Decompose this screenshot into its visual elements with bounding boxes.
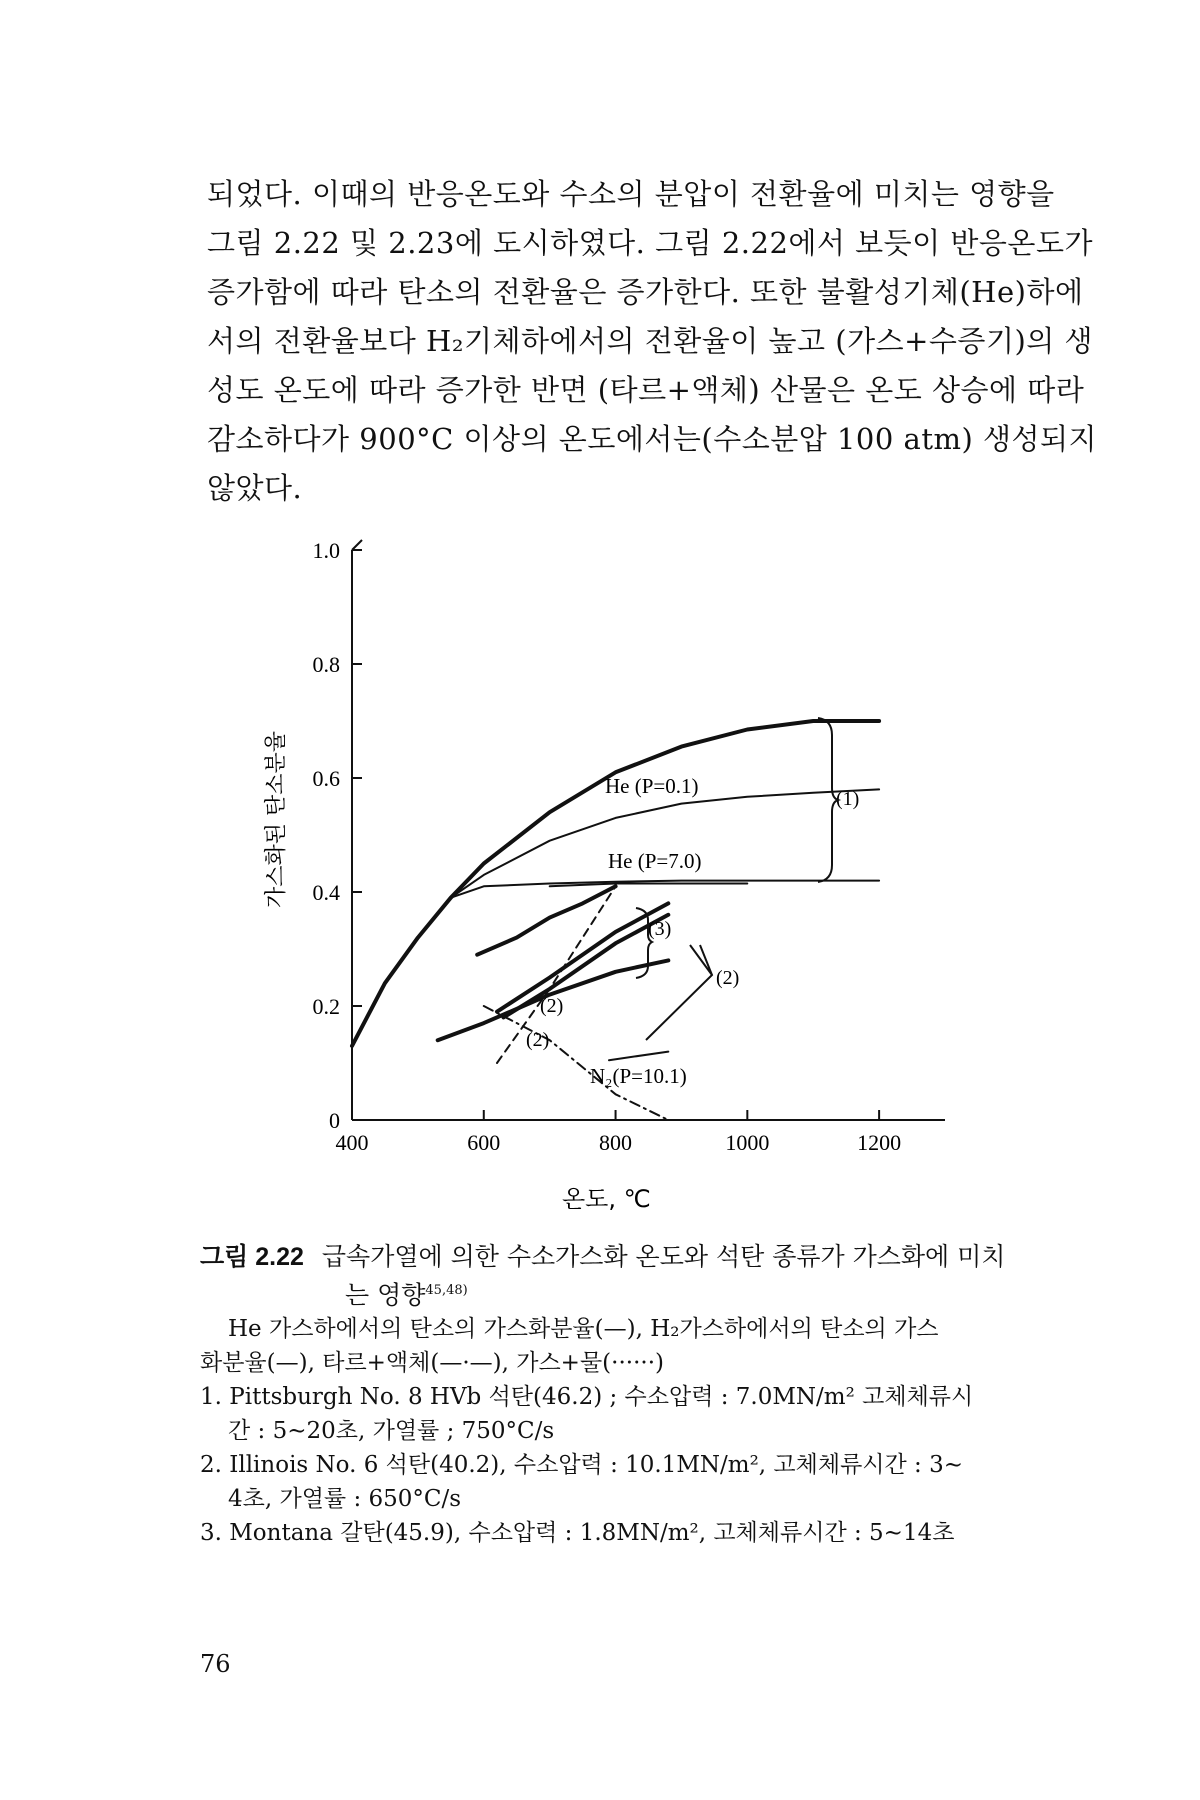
y-tick-label: 0.8 <box>312 652 340 677</box>
note-line: 2. Illinois No. 6 석탄(40.2), 수소압력 : 10.1MN/m², 고체체류시간 : 3∼ <box>200 1452 964 1478</box>
paragraph-line: 그림 2.22 및 2.23에 도시하였다. 그림 2.22에서 보듯이 반응온도가 <box>207 226 1093 260</box>
page-number: 76 <box>200 1650 231 1678</box>
caption-notes <box>200 1312 1030 1550</box>
paragraph-line: 되었다. 이때의 반응온도와 수소의 분압이 전환율에 미치는 영향을 <box>207 177 1055 211</box>
note-line: 3. Montana 갈탄(45.9), 수소압력 : 1.8MN/m², 고체체류시간 : 5∼14초 <box>200 1520 955 1546</box>
paragraph-line: 성도 온도에 따라 증가한 반면 (타르+액체) 산물은 온도 상승에 따라 <box>207 373 1085 407</box>
figure-caption <box>200 1240 1030 1312</box>
series-line-10 <box>484 1006 669 1120</box>
x-tick-label: 400 <box>335 1130 369 1155</box>
series-line-6 <box>497 903 668 1011</box>
annotation-he-p01: He (P=0.1) <box>605 774 699 798</box>
annotation-group-3: (3) <box>648 918 672 940</box>
leader-line-2 <box>646 945 712 1040</box>
x-axis-title: 온도, ℃ <box>562 1185 651 1213</box>
paragraph-line: 증가함에 따라 탄소의 전환율은 증가한다. 또한 불활성기체(He)하에 <box>207 275 1084 309</box>
annotation-group-2: (2) <box>526 1029 550 1051</box>
annotation-n2: N₂(P=10.1) <box>590 1064 687 1088</box>
y-tick-label: 0.6 <box>312 766 340 791</box>
annotation-group-2: (2) <box>716 967 740 989</box>
paragraph-line: 않았다. <box>207 471 303 505</box>
x-tick-label: 1000 <box>725 1130 770 1155</box>
caption-text: 급속가열에 의한 수소가스화 온도와 석탄 종류가 가스화에 미치 <box>321 1242 1006 1271</box>
annotation-group-1: (1) <box>836 788 860 810</box>
reference-marker: 45,48) <box>425 1283 468 1298</box>
caption-text: 는 영향 <box>345 1280 426 1310</box>
x-tick-label: 800 <box>599 1130 633 1155</box>
note-line: 4초, 가열률 : 650°C/s <box>228 1486 462 1512</box>
y-tick-label: 0.4 <box>312 880 340 905</box>
series-line-11 <box>609 1052 668 1061</box>
note-line: 간 : 5∼20초, 가열률 ; 750°C/s <box>228 1418 555 1444</box>
note-line: 화분율(—), 타르+액체(—·—), 가스+물(······) <box>200 1350 664 1376</box>
figure-number: 그림 2.22 <box>200 1243 304 1271</box>
y-axis-title: 가스화된 탄소분율 <box>264 730 289 908</box>
y-tick-label: 0.2 <box>312 994 340 1019</box>
annotation-he-p70: He (P=7.0) <box>608 849 702 873</box>
note-line: He 가스하에서의 탄소의 가스화분율(—), H₂가스하에서의 탄소의 가스 <box>228 1316 939 1342</box>
paragraph-line: 감소하다가 900°C 이상의 온도에서는(수소분압 100 atm) 생성되지 <box>207 422 1098 456</box>
x-tick-label: 1200 <box>857 1130 902 1155</box>
annotation-group-2: (2) <box>540 995 564 1017</box>
y-tick-label: 0 <box>329 1108 340 1133</box>
paragraph-line: 서의 전환율보다 H₂기체하에서의 전환율이 높고 (가스+수증기)의 생 <box>207 324 1094 358</box>
y-tick-label: 1.0 <box>312 538 340 563</box>
series-line-4 <box>550 884 748 887</box>
x-tick-label: 600 <box>467 1130 501 1155</box>
note-line: 1. Pittsburgh No. 8 HVb 석탄(46.2) ; 수소압력 : 7.0MN/m² 고체체류시 <box>200 1384 974 1410</box>
bracket-1 <box>818 718 838 882</box>
